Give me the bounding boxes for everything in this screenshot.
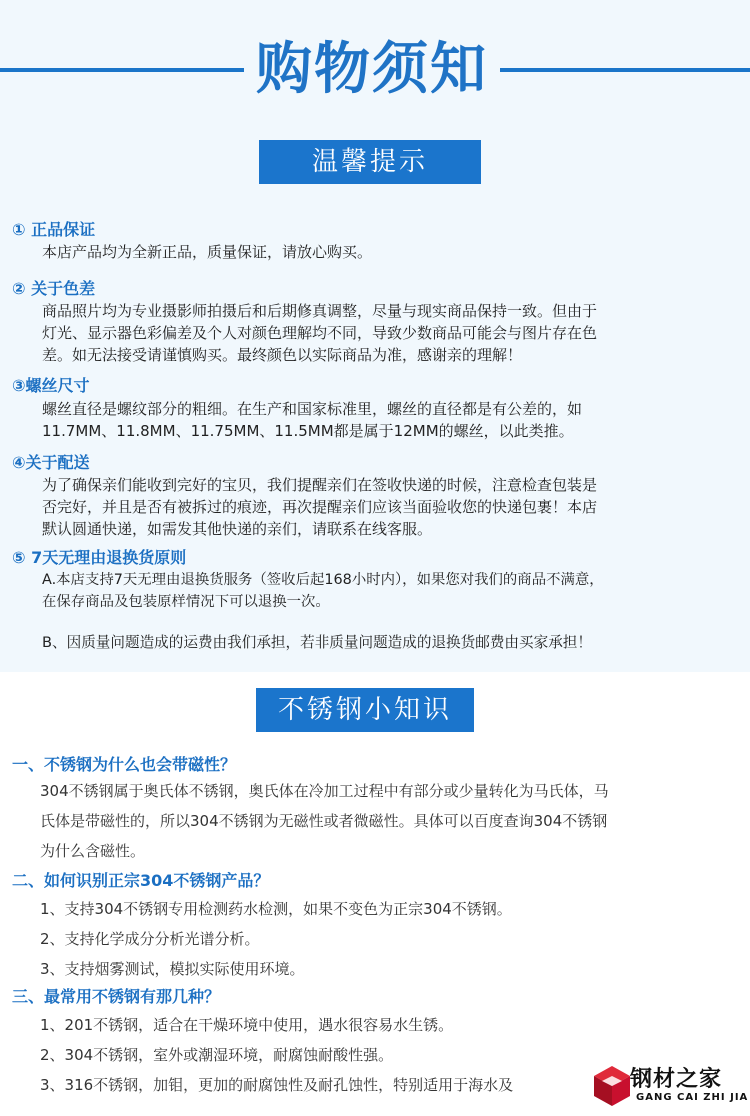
logo-sub-text: GANG CAI ZHI JIA: [636, 1092, 749, 1103]
tip-text-authentic: [42, 241, 372, 263]
tip-line: A.本店支持7天无理由退换货服务（签收后起168小时内），如果您对我们的商品不满意，: [42, 572, 604, 588]
knowledge-item: 2、304不锈钢，室外或潮湿环境，耐腐蚀耐酸性强。: [40, 1046, 394, 1064]
tip-heading-authentic: ① 正品保证: [12, 220, 96, 239]
knowledge-banner: 不锈钢小知识: [256, 688, 474, 732]
tip-heading-return-policy: ⑤ 7天无理由退换货原则: [12, 548, 187, 567]
title-row: [0, 30, 750, 110]
tip-line: 默认圆通快递，如需发其他快递的亲们，请联系在线客服。: [42, 520, 433, 538]
knowledge-text-magnetism: [40, 776, 609, 866]
tip-note-shipping-cost: B、因质量问题造成的运费由我们承担，若非质量问题造成的退换货邮费由买家承担！: [42, 634, 592, 651]
knowledge-line: 为什么含磁性。: [40, 842, 146, 860]
knowledge-item: 1、201不锈钢，适合在干燥环境中使用，遇水很容易水生锈。: [40, 1016, 454, 1034]
tip-text-color-difference: [42, 300, 597, 366]
tip-line: 商品照片均为专业摄影师拍摄后和后期修真调整，尽量与现实商品保持一致。但由于: [42, 302, 598, 320]
knowledge-line: 304不锈钢属于奥氏体不锈钢，奥氏体在冷加工过程中有部分或少量转化为马氏体，马: [40, 782, 609, 800]
cube-logo-icon: [592, 1064, 632, 1108]
logo-brand-text: 钢材之家: [630, 1067, 723, 1092]
title-divider-right: [500, 68, 750, 72]
tips-banner: 温馨提示: [259, 140, 481, 184]
knowledge-item: 3、316不锈钢，加钼，更加的耐腐蚀性及耐孔蚀性，特别适用于海水及: [40, 1076, 514, 1094]
tip-heading-delivery: ④关于配送: [12, 453, 90, 472]
tip-text-screw-size: [42, 398, 582, 442]
tip-line: 灯光、显示器色彩偏差及个人对颜色理解均不同，导致少数商品可能会与图片存在色: [42, 324, 598, 342]
tip-line: 11.7MM、11.8MM、11.75MM、11.5MM都是属于12MM的螺丝，以此类推。: [42, 422, 574, 440]
tip-text-return-policy: [42, 569, 604, 613]
brand-logo: [592, 1060, 750, 1116]
title-divider-left: [0, 68, 244, 72]
tip-heading-color-difference: ② 关于色差: [12, 279, 96, 298]
knowledge-heading-types: 三、最常用不锈钢有那几种？: [12, 987, 221, 1006]
knowledge-item: 1、支持304不锈钢专用检测药水检测，如果不变色为正宗304不锈钢。: [40, 900, 512, 918]
page-title: 购物须知: [256, 37, 488, 102]
tip-heading-screw-size: ③螺丝尺寸: [12, 376, 90, 395]
knowledge-item: 3、支持烟雾测试，模拟实际使用环境。: [40, 960, 305, 978]
tip-line: 螺丝直径是螺纹部分的粗细。在生产和国家标准里，螺丝的直径都是有公差的，如: [42, 400, 583, 418]
knowledge-heading-identify: 二、如何识别正宗304不锈钢产品？: [12, 871, 270, 890]
tip-line: 否完好，并且是否有被拆过的痕迹，再次提醒亲们应该当面验收您的快递包裹！本店: [42, 498, 598, 516]
knowledge-item: 2、支持化学成分分析光谱分析。: [40, 930, 260, 948]
tip-line: 差。如无法接受请谨慎购买。最终颜色以实际商品为准，感谢亲的理解！: [42, 346, 523, 364]
tip-line: 为了确保亲们能收到完好的宝贝，我们提醒亲们在签收快递的时候，注意检查包装是: [42, 476, 598, 494]
knowledge-heading-magnetism: 一、不锈钢为什么也会带磁性？: [12, 755, 237, 774]
tip-line: 在保存商品及包装原样情况下可以退换一次。: [42, 594, 330, 610]
knowledge-line: 氏体是带磁性的，所以304不锈钢为无磁性或者微磁性。具体可以百度查询304不锈钢: [40, 812, 608, 830]
tip-text-delivery: [42, 474, 597, 540]
tip-line: 本店产品均为全新正品，质量保证，请放心购买。: [42, 243, 373, 261]
